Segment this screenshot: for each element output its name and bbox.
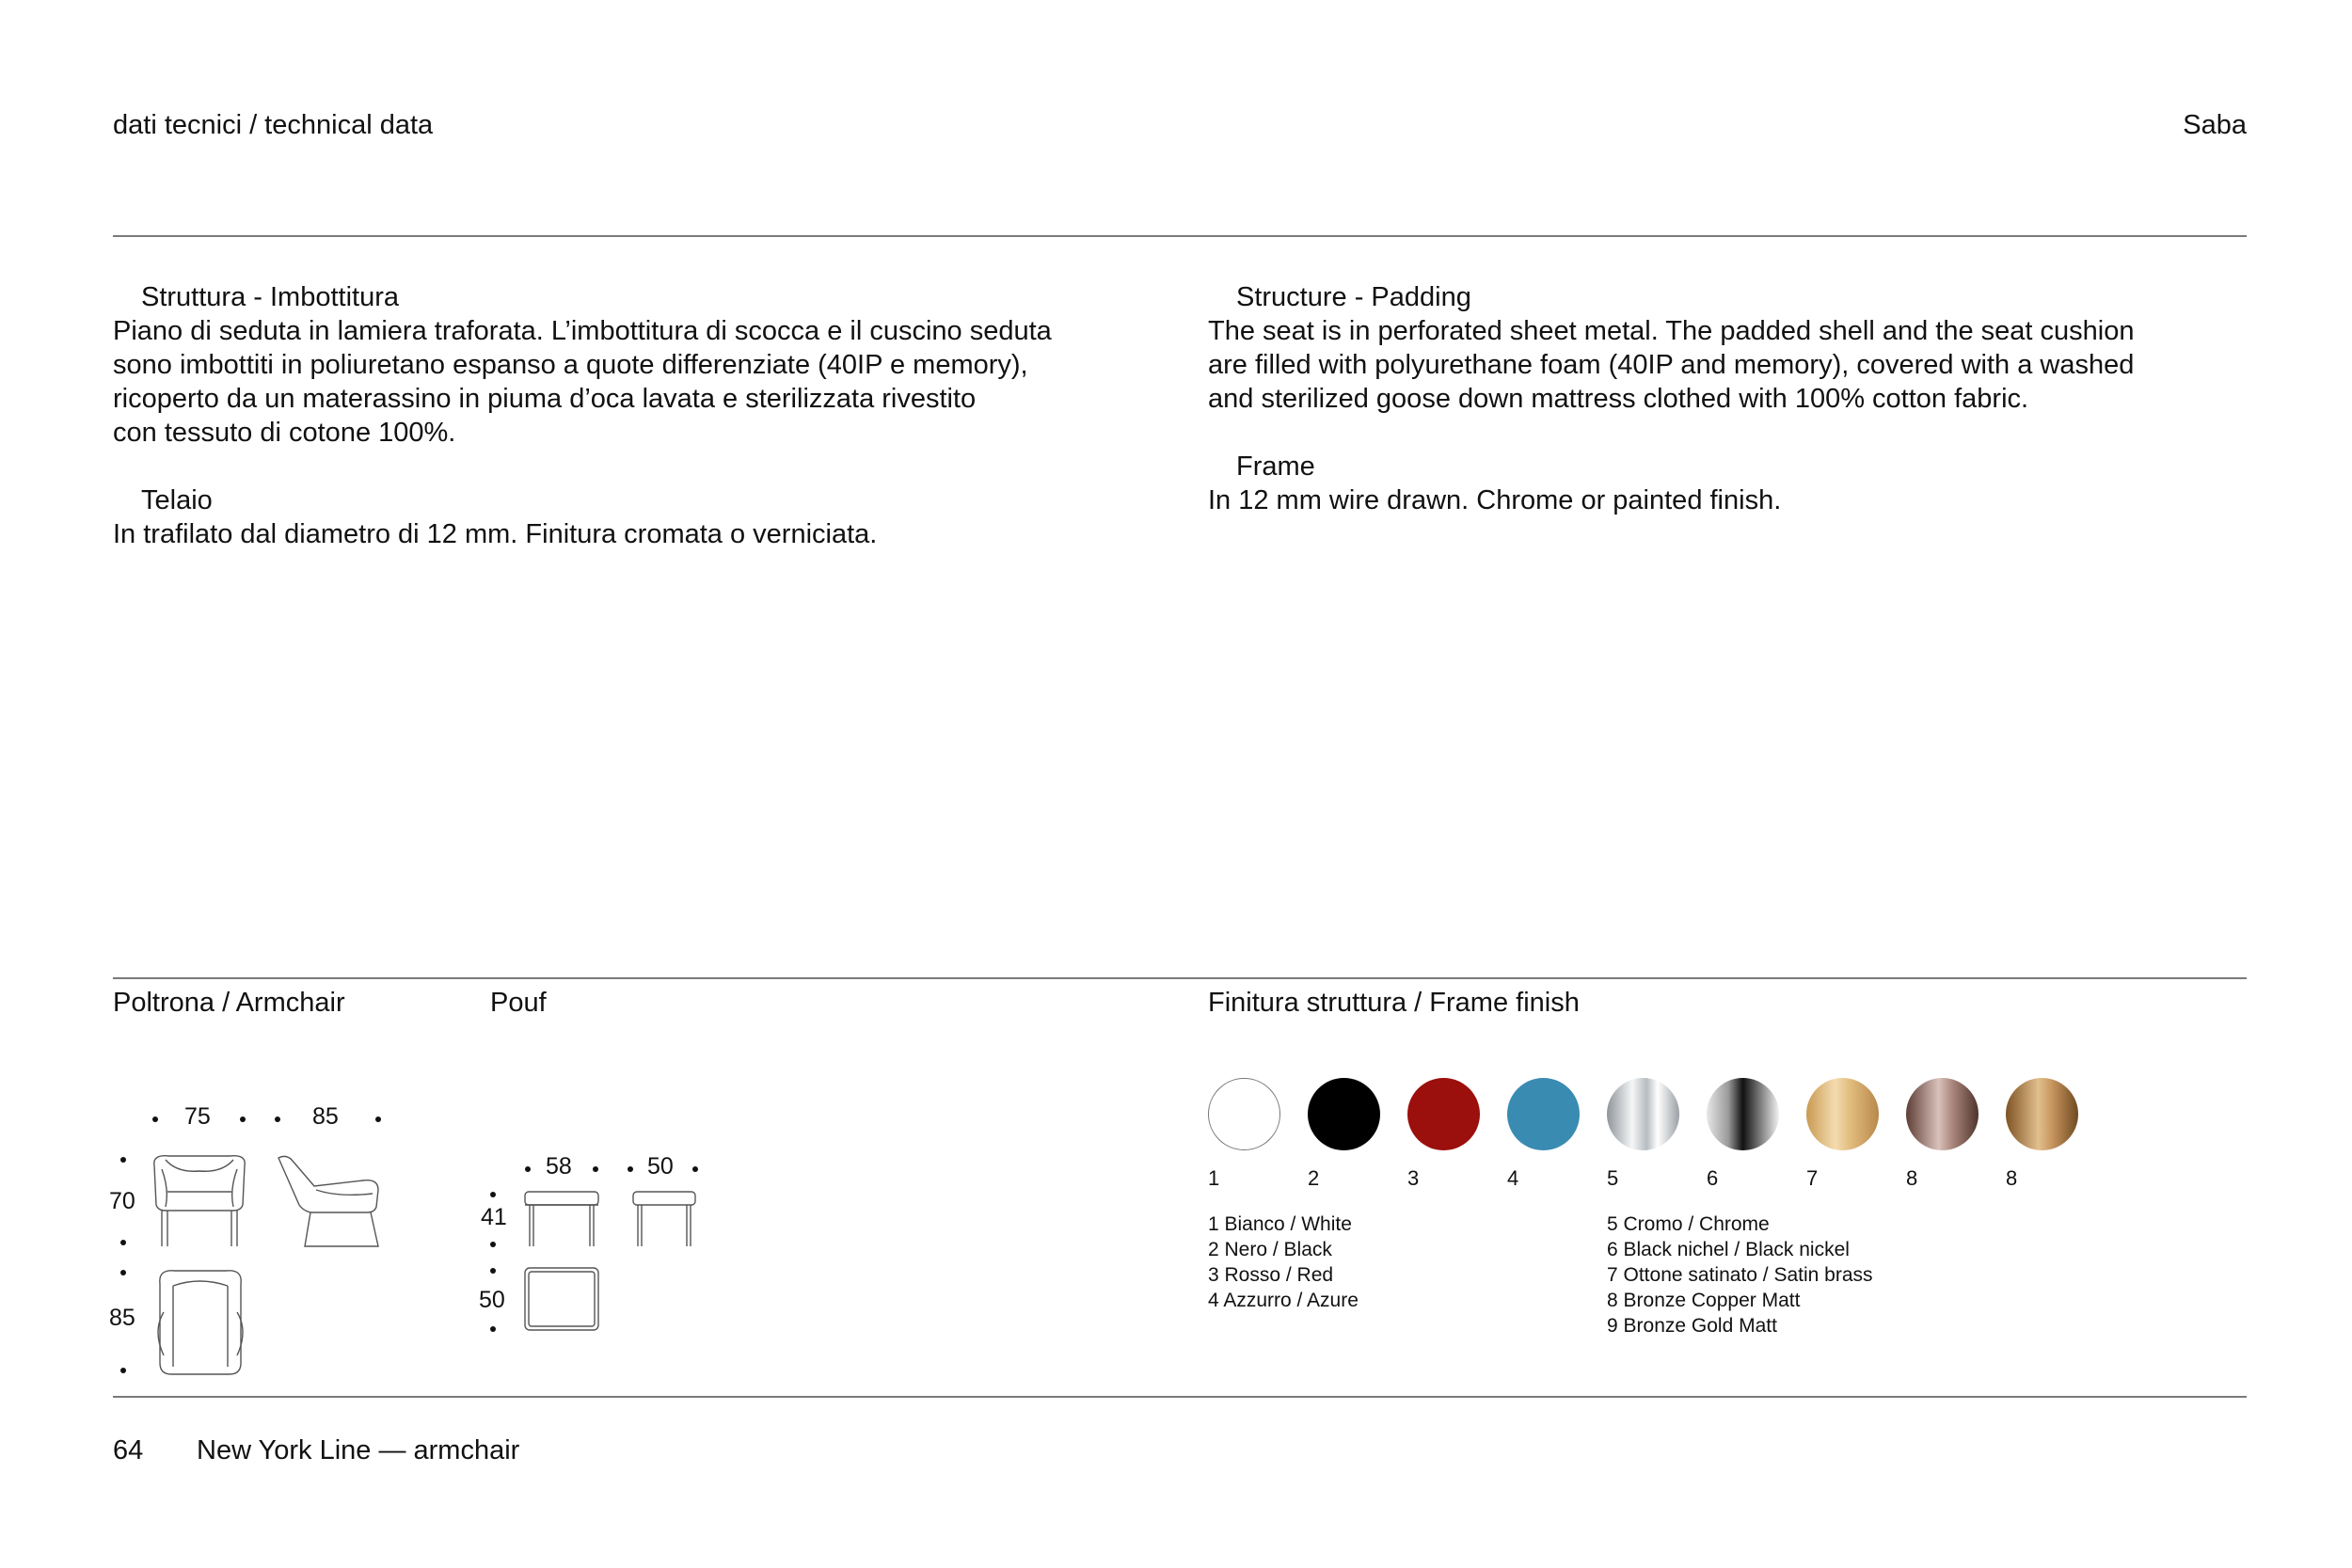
legend-item: 6 Black nichel / Black nickel: [1607, 1239, 1850, 1260]
page-number: 64: [113, 1435, 144, 1465]
english-structure-line: are filled with polyurethane foam (40IP and memory), covered with a washed: [1208, 350, 2135, 380]
swatch-number: 7: [1806, 1166, 1819, 1190]
pouf-plan-drawing: [522, 1265, 601, 1333]
armchair-height: 70: [109, 1188, 135, 1214]
swatch-number: 2: [1308, 1166, 1320, 1190]
italian-description: [113, 280, 1167, 551]
legend-item: 9 Bronze Gold Matt: [1607, 1315, 1777, 1337]
swatch-number: 3: [1407, 1166, 1420, 1190]
english-structure-title: Structure - Padding: [1236, 282, 1471, 312]
pouf-side-drawing: [630, 1188, 698, 1248]
pouf-depth: 50: [647, 1153, 674, 1180]
armchair-width: 75: [184, 1103, 211, 1130]
armchair-plan-depth: 85: [109, 1305, 135, 1331]
top-divider: [113, 235, 2247, 237]
bottom-divider: [113, 1396, 2247, 1398]
swatch-number: 1: [1208, 1166, 1220, 1190]
footer-title: New York Line — armchair: [197, 1435, 520, 1465]
legend-item: 2 Nero / Black: [1208, 1239, 1332, 1260]
pouf-plan-depth: 50: [479, 1287, 505, 1313]
italian-structure-line: Piano di seduta in lamiera traforata. L’imbottitura di scocca e il cuscino seduta: [113, 316, 1052, 346]
swatch-bronze-copper: [1906, 1078, 1979, 1150]
italian-structure-line: ricoperto da un materassino in piuma d’oca lavata e sterilizzata rivestito: [113, 384, 977, 414]
english-frame-title: Frame: [1236, 451, 1315, 482]
english-structure-line: The seat is in perforated sheet metal. The padded shell and the seat cushion: [1208, 316, 2135, 346]
swatch-azure: [1507, 1078, 1580, 1150]
swatch-red: [1407, 1078, 1480, 1150]
armchair-plan-drawing: [151, 1265, 250, 1378]
finish-legend-left: [1208, 1212, 1359, 1313]
legend-item: 3 Rosso / Red: [1208, 1264, 1334, 1286]
swatch-black: [1308, 1078, 1380, 1150]
legend-item: 8 Bronze Copper Matt: [1607, 1290, 1801, 1311]
italian-structure-line: sono imbottiti in poliuretano espanso a quote differenziate (40IP e memory),: [113, 350, 1028, 380]
pouf-height: 41: [481, 1204, 507, 1230]
section-label: dati tecnici / technical data: [113, 110, 434, 140]
swatch-number: 8: [1906, 1166, 1918, 1190]
armchair-side-drawing: [273, 1152, 384, 1248]
swatch-number: 4: [1507, 1166, 1519, 1190]
swatch-number: 5: [1607, 1166, 1619, 1190]
english-description: [1208, 280, 2262, 517]
pouf-title: Pouf: [490, 988, 547, 1018]
italian-frame-text: In trafilato dal diametro di 12 mm. Finitura cromata o verniciata.: [113, 519, 878, 549]
swatch-number: 8: [2006, 1166, 2018, 1190]
armchair-title: Poltrona / Armchair: [113, 988, 345, 1018]
armchair-depth: 85: [312, 1103, 339, 1130]
swatch-white: [1208, 1078, 1280, 1150]
swatch-black-nickel: [1707, 1078, 1779, 1150]
pouf-width: 58: [546, 1153, 572, 1180]
legend-item: 4 Azzurro / Azure: [1208, 1290, 1359, 1311]
swatch-bronze-gold: [2006, 1078, 2078, 1150]
legend-item: 5 Cromo / Chrome: [1607, 1213, 1770, 1235]
armchair-front-drawing: [149, 1152, 250, 1248]
english-frame-text: In 12 mm wire drawn. Chrome or painted finish.: [1208, 485, 1782, 515]
italian-structure-line: con tessuto di cotone 100%.: [113, 418, 456, 448]
finish-title: Finitura struttura / Frame finish: [1208, 988, 1580, 1018]
brand-name: Saba: [2183, 110, 2247, 140]
italian-structure-title: Struttura - Imbottitura: [141, 282, 399, 312]
pouf-front-drawing: [522, 1188, 601, 1248]
legend-item: 7 Ottone satinato / Satin brass: [1607, 1264, 1873, 1286]
italian-frame-title: Telaio: [141, 485, 213, 515]
legend-item: 1 Bianco / White: [1208, 1213, 1352, 1235]
swatch-chrome: [1607, 1078, 1679, 1150]
swatch-number: 6: [1707, 1166, 1719, 1190]
finish-legend-right: [1607, 1212, 1873, 1338]
middle-divider: [113, 977, 2247, 979]
swatch-satin-brass: [1806, 1078, 1879, 1150]
english-structure-line: and sterilized goose down mattress clothed with 100% cotton fabric.: [1208, 384, 2029, 414]
